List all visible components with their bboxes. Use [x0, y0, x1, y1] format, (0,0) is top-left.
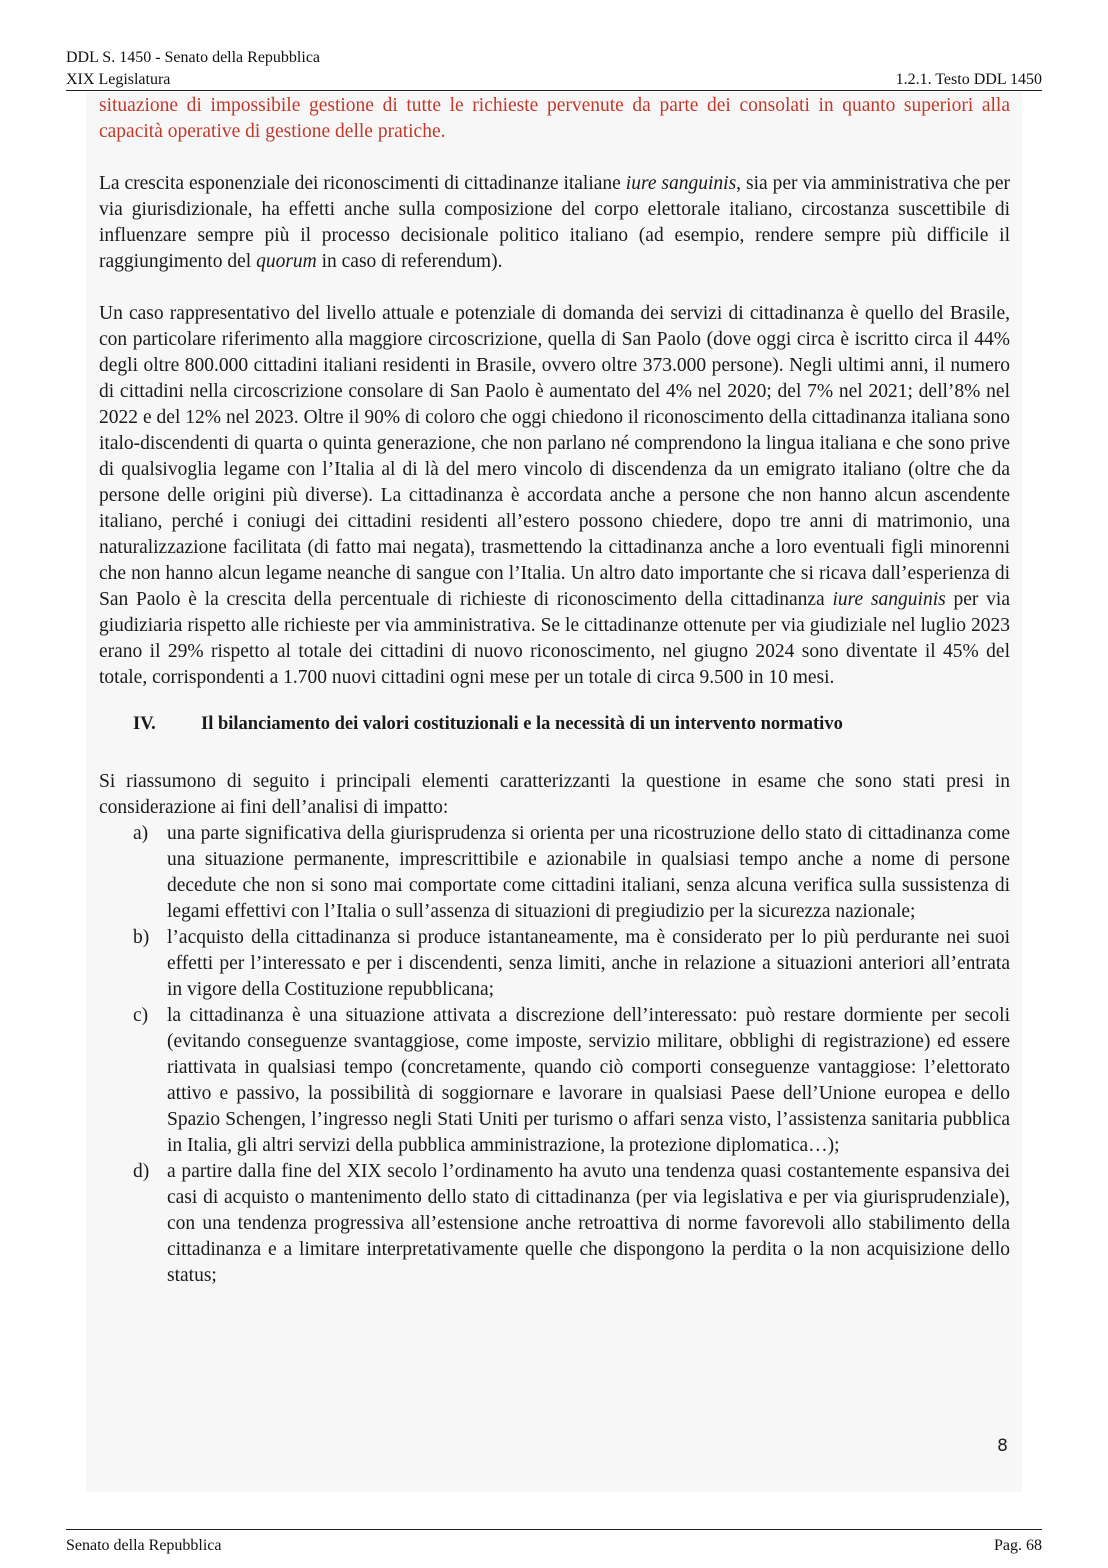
header-rule — [66, 90, 1042, 91]
list-item — [99, 1003, 1010, 1159]
header-doc-id: DDL S. 1450 - Senato della Repubblica — [66, 49, 321, 66]
inner-page-number: 8 — [997, 1436, 1008, 1456]
footer-left: Senato della Repubblica — [66, 1537, 222, 1554]
list-item — [99, 925, 1010, 1003]
heading-number: IV. — [133, 714, 156, 734]
paragraph-elementi: Si riassumono di seguito i principali elementi caratterizzanti la questione in esame che sono stati presi in considerazione ai fini dell’analisi di impatto: — [99, 771, 1010, 818]
heading-title: Il bilanciamento dei valori costituzionali e la necessità di un intervento normativo — [201, 714, 843, 734]
list-item-text: l’acquisto della cittadinanza si produce istantaneamente, ma è considerato per lo più perdurante nei suoi effetti per l’interessato e per i discendenti, senza limiti, anche in relazione a situazioni anteriori all’entrata in vigore della Costituzione repubblicana; — [167, 927, 1010, 1000]
list-item-text: a partire dalla fine del XIX secolo l’ordinamento ha avuto una tendenza quasi costantemente espansiva dei casi di acquisto o mantenimento dello stato di cittadinanza (per via legislativa e per via giurisprudenziale), con una tendenza progressiva all’estensione anche retroattiva di norme favorevoli allo stabilimento della cittadinanza e a limitare interpretativamente quelle che dispongono la perdita o la non acquisizione dello status; — [167, 1161, 1010, 1286]
page-body — [99, 93, 1010, 1289]
p2-italic-iure: iure sanguinis — [832, 589, 946, 610]
list-item-mark: b) — [133, 927, 150, 948]
list-item-text: la cittadinanza è una situazione attivata a discrezione dell’interessato: può restare dormiente per secoli (evitando conseguenze svantaggiose, come imposte, servizio militare, obblighi di registrazione) ed essere riattivata in qualsiasi tempo (concretamente, quando ciò comporti conseguenze vantaggiose: l’elettorato attivo e passivo, la possibilità di soggiornare e lavorare in qualsiasi Paese dell’Unione europea e dello Spazio Schengen, l’ingresso negli Stati Uniti per turismo o affari senza visto, l’assistenza sanitaria pubblica in Italia, gli altri servizi della pubblica amministrazione, la protezione diplomatica…); — [167, 1005, 1010, 1156]
header-legislature: XIX Legislatura — [66, 71, 171, 88]
elements-list — [99, 821, 1010, 1289]
list-item-mark: a) — [133, 823, 149, 844]
footer-page-number: Pag. 68 — [994, 1537, 1042, 1554]
p1-text-c: , sia per via amministrativa che per via giurisdizionale, ha effetti anche sulla composizione del corpo elettorale italiano, circostanza suscettibile di influenzare sempre più il processo decisionale politico italiano (ad esempio, rendere sempre più difficile il raggiungimento del — [99, 173, 1010, 272]
p2-text-c: per via giudiziaria rispetto alle richieste per via amministrativa. Se le cittadinanze ottenute per via giudiziale nel luglio 2023 erano il 29% rispetto al totale dei cittadini di nuovo riconoscimento, nel giugno 2024 sono diventate il 45% del totale, corrispondenti a 1.700 nuovi cittadini ogni mese per un totale di circa 9.500 in 10 mesi. — [99, 589, 1010, 688]
footer-rule — [66, 1529, 1042, 1530]
list-item-text: una parte significativa della giurisprudenza si orienta per una ricostruzione dello stato di cittadinanza come una situazione permanente, imprescrittibile e azionabile in qualsiasi tempo anche a nome di persone decedute che non si sono mai comportate come cittadini italiani, senza alcuna verifica sulla sussistenza di legami effettivi con l’Italia o sull’assenza di situazioni di pregiudizio per la sicurezza nazionale; — [167, 823, 1010, 922]
section-heading — [99, 711, 1010, 737]
intro-red-paragraph: situazione di impossibile gestione di tutte le richieste pervenute da parte dei consolati in quanto superiori alla capacità operative di gestione delle pratiche. — [99, 95, 1010, 142]
p1-italic-iure: iure sanguinis — [625, 173, 737, 194]
paragraph-corpo-elettorale — [99, 171, 1010, 275]
list-item — [99, 821, 1010, 925]
list-item-mark: d) — [133, 1161, 150, 1182]
header-section: 1.2.1. Testo DDL 1450 — [895, 71, 1042, 88]
paragraph-brasile — [99, 301, 1010, 691]
p1-text-e: in caso di referendum). — [316, 251, 503, 272]
p1-text-a: La crescita esponenziale dei riconoscimenti di cittadinanze italiane — [99, 173, 626, 194]
p1-italic-quorum: quorum — [256, 251, 317, 272]
list-item — [99, 1159, 1010, 1289]
p2-text-a: Un caso rappresentativo del livello attuale e potenziale di domanda dei servizi di cittadinanza è quello del Brasile, con particolare riferimento alla maggiore circoscrizione, quella di San Paolo (dove oggi circa è iscritto circa il 44% degli oltre 800.000 cittadini italiani residenti in Brasile, ovvero oltre 373.000 persone). Negli ultimi anni, il numero di cittadini nella circoscrizione consolare di San Paolo è aumentato del 4% nel 2020; del 7% nel 2021; dell’8% nel 2022 e del 12% nel 2023. Oltre il 90% di coloro che oggi chiedono il riconoscimento della cittadinanza italiana sono italo-discendenti di quarta o quinta generazione, che non parlano né comprendono la lingua italiana e che sono prive di qualsivoglia legame con l’Italia al di là del mero vincolo di discendenza da un emigrato italiano (oltre che da persone delle origini più diverse). La cittadinanza è accordata anche a persone che non hanno alcun ascendente italiano, perché i coniugi dei cittadini residenti all’estero possono chiedere, dopo tre anni di matrimonio, una naturalizzazione facilitata (di fatto mai negata), trasmettendo la cittadinanza anche a loro eventuali figli minorenni che non hanno alcun legame neanche di sangue con l’Italia. Un altro dato importante che si ricava dall’esperienza di San Paolo è la crescita della percentuale di richieste di riconoscimento della cittadinanza — [99, 303, 1010, 610]
list-item-mark: c) — [133, 1005, 149, 1026]
